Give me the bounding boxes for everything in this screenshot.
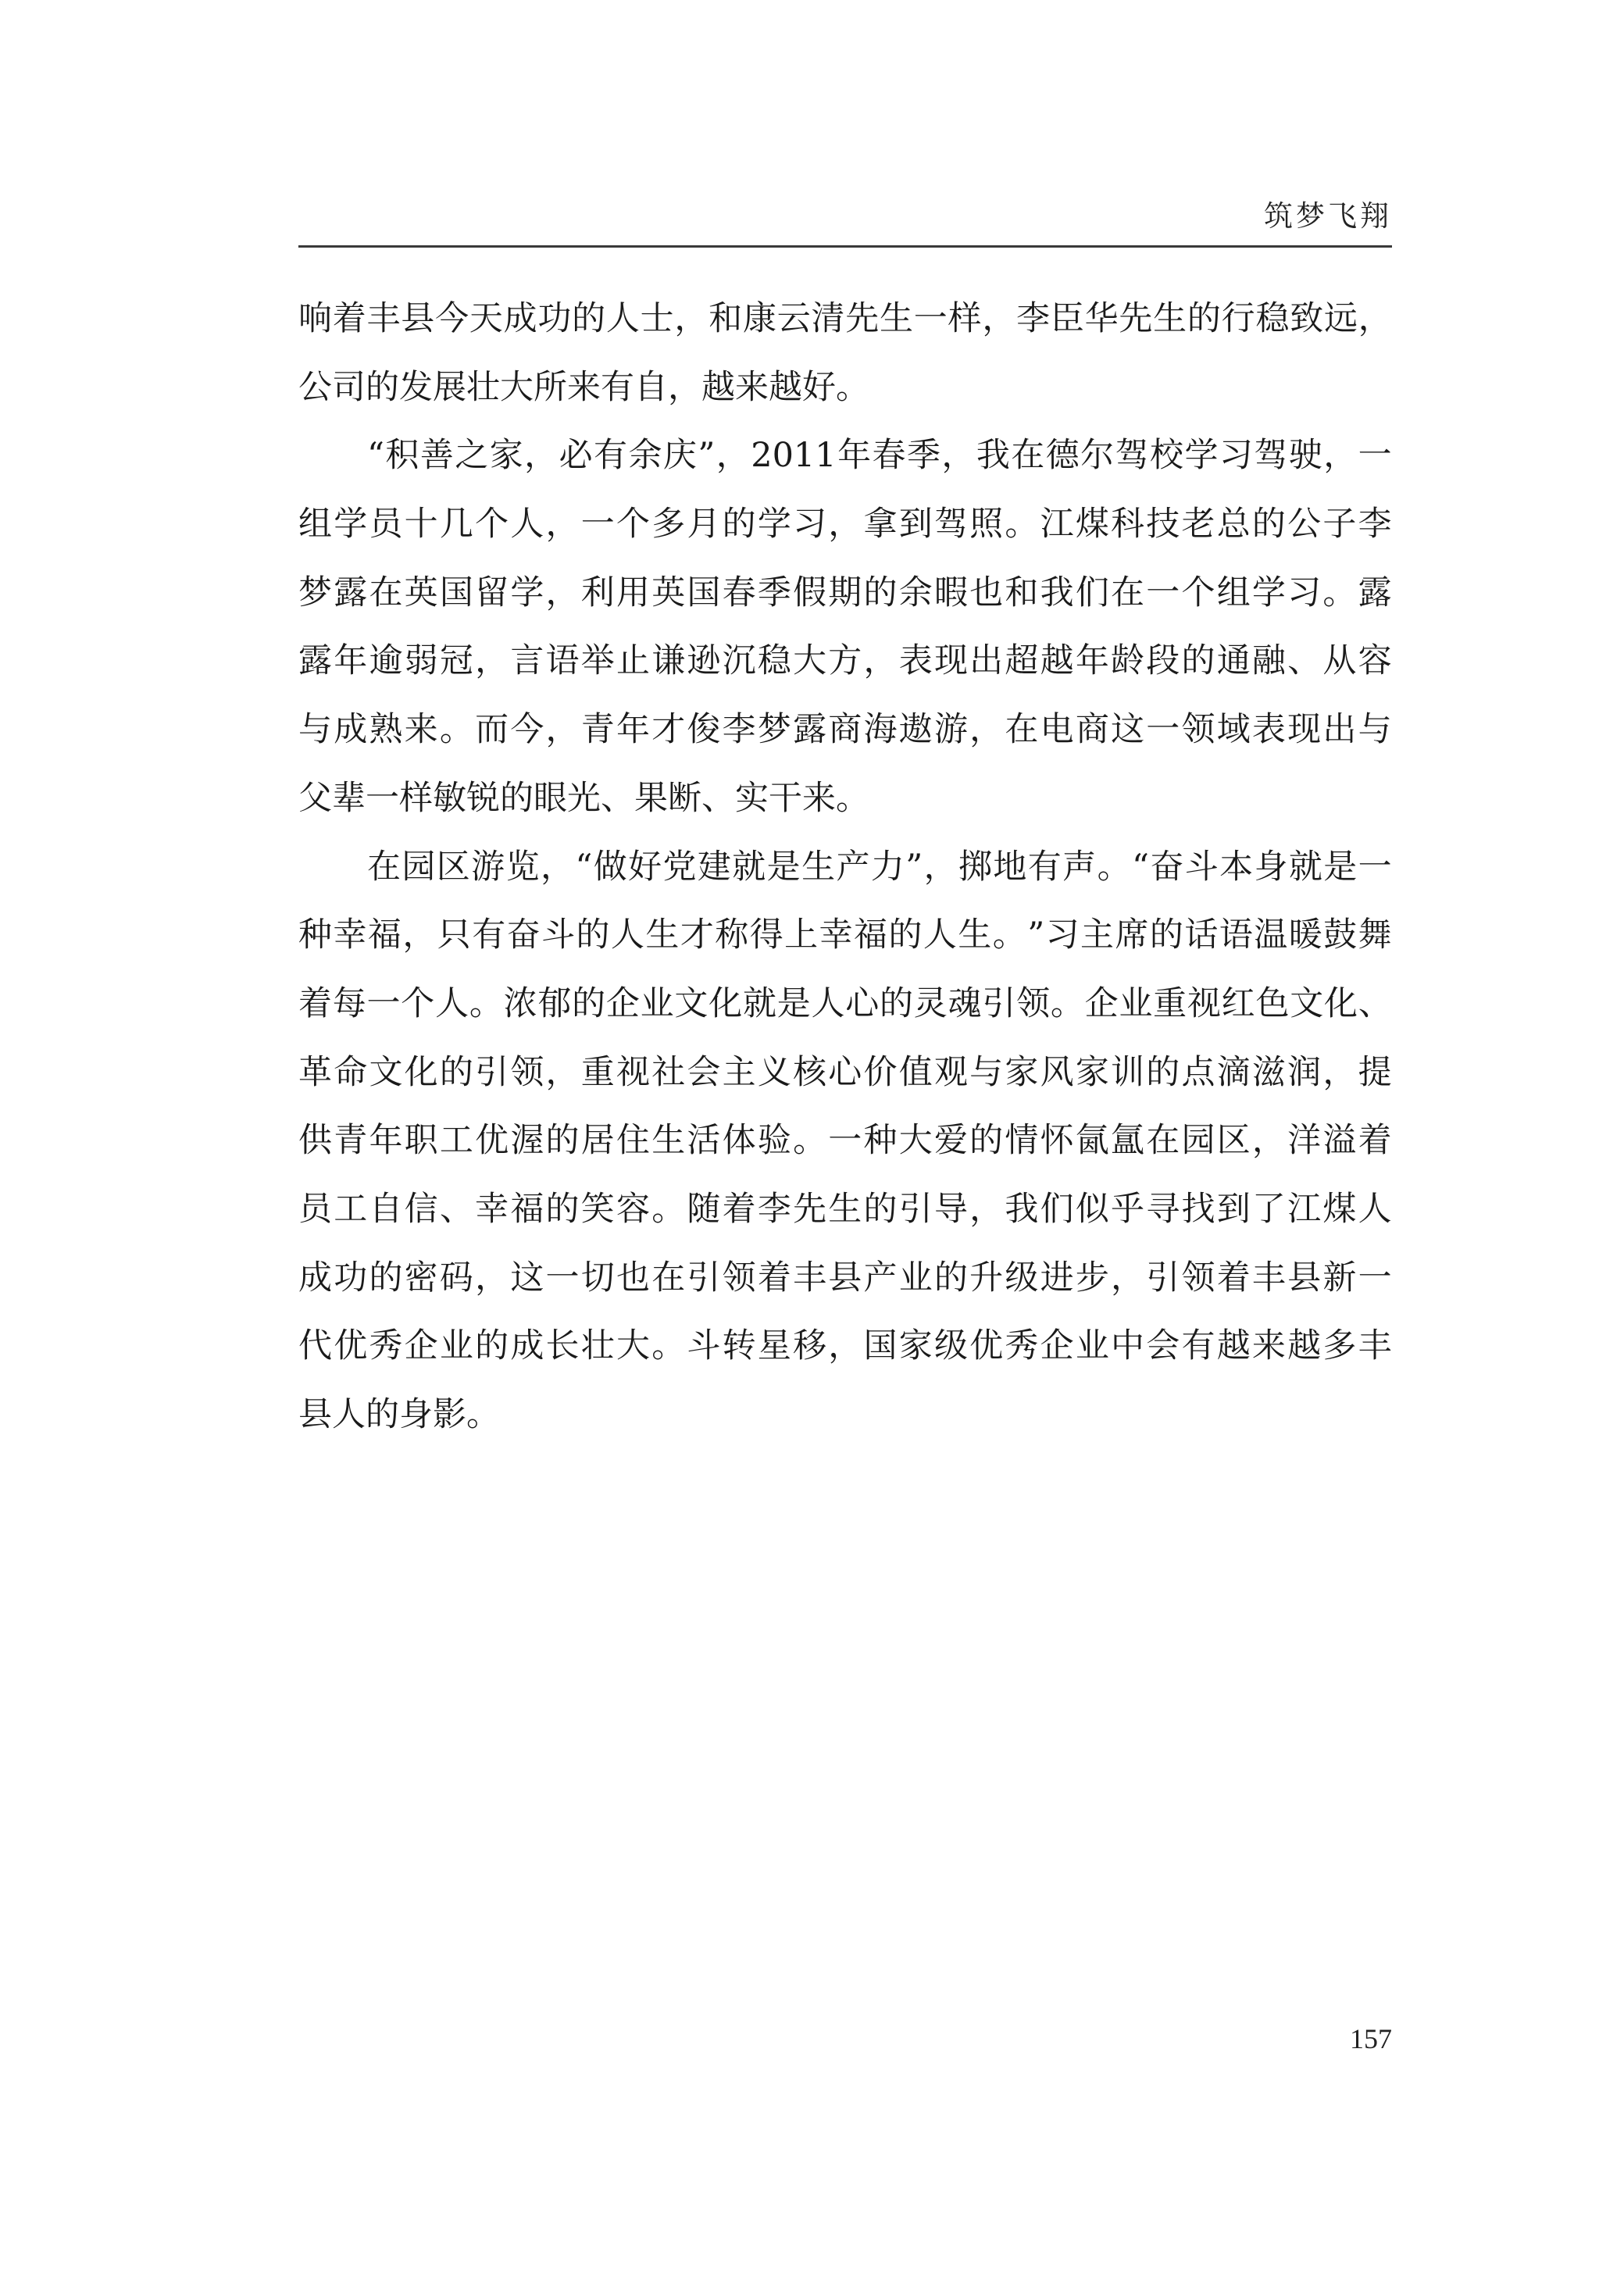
text-line: 县人的身影。 xyxy=(298,1395,500,1434)
text-line: 组 学 员 十 几 个 人 ， 一 个 多 月 的 学 习 ， 拿 到 驾 照 。 江 煤 科 技 老 总 的 公 子 李 xyxy=(298,505,1392,544)
text-line: 与 成 熟 来 。 而 今 ， 青 年 才 俊 李 梦 露 商 海 遨 游 ， 在 电 商 这 一 领 域 表 现 出 与 xyxy=(298,710,1392,750)
text-line: 供 青 年 职 工 优 渥 的 居 住 生 活 体 验 。 一 种 大 爱 的 情 怀 氤 氲 在 园 区 ， 洋 溢 着 xyxy=(298,1121,1392,1161)
text-line: 代 优 秀 企 业 的 成 长 壮 大 。 斗 转 星 移 ， 国 家 级 优 秀 企 业 中 会 有 越 来 越 多 丰 xyxy=(298,1326,1392,1366)
text-line: 在 园 区 游 览 ， “ 做 好 党 建 就 是 生 产 力 ” ， 掷 地 有 声 。 “ 奋 斗 本 身 就 是 一 xyxy=(367,847,1392,887)
text-line: 响 着 丰 县 今 天 成 功 的 人 士 ， 和 康 云 清 先 生 一 样 ， 李 臣 华 先 生 的 行 稳 致 远 ， xyxy=(298,299,1392,338)
text-line: 革 命 文 化 的 引 领 ， 重 视 社 会 主 义 核 心 价 值 观 与 家 风 家 训 的 点 滴 滋 润 ， 提 xyxy=(298,1052,1392,1092)
running-title: 筑梦飞翔 xyxy=(1264,199,1392,233)
page-number: 157 xyxy=(1350,2023,1392,2054)
text-line: 成 功 的 密 码 ， 这 一 切 也 在 引 领 着 丰 县 产 业 的 升 级 进 步 ， 引 领 着 丰 县 新 一 xyxy=(298,1258,1392,1297)
text-line: 着 每 一 个 人 。 浓 郁 的 企 业 文 化 就 是 人 心 的 灵 魂 引 领 。 企 业 重 视 红 色 文 化 、 xyxy=(298,983,1392,1023)
body-text xyxy=(298,285,1392,1450)
text-line: 梦 露 在 英 国 留 学 ， 利 用 英 国 春 季 假 期 的 余 暇 也 和 我 们 在 一 个 组 学 习 。 露 xyxy=(298,573,1392,612)
text-line: “ 积 善 之 家 ， 必 有 余 庆 ” ， 2011 年 春 季 ， 我 在 德 尔 驾 校 学 习 驾 驶 ， 一 xyxy=(367,436,1392,476)
text-line: 员 工 自 信 、 幸 福 的 笑 容 。 随 着 李 先 生 的 引 导 ， 我 们 似 乎 寻 找 到 了 江 煤 人 xyxy=(298,1189,1392,1229)
text-line: 露 年 逾 弱 冠 ， 言 语 举 止 谦 逊 沉 稳 大 方 ， 表 现 出 超 越 年 龄 段 的 通 融 、 从 容 xyxy=(298,641,1392,681)
text-line: 公司的发展壮大所来有自，越来越好。 xyxy=(298,367,869,407)
running-header xyxy=(298,197,1392,250)
text-line: 父辈一样敏锐的眼光、果断、实干来。 xyxy=(298,778,869,818)
text-line: 种 幸 福 ， 只 有 奋 斗 的 人 生 才 称 得 上 幸 福 的 人 生 。 ” 习 主 席 的 话 语 温 暖 鼓 舞 xyxy=(298,915,1392,955)
header-rule xyxy=(298,245,1392,248)
